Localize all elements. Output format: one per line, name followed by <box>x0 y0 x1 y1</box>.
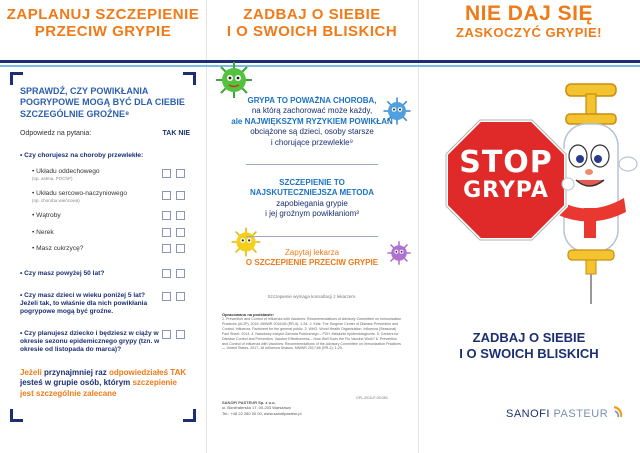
checkbox-liver-tak[interactable] <box>162 211 171 220</box>
question-children-under-5: • Czy masz dzieci w wieku poniżej 5 lat? Jeżeli tak, to właśnie dla nich powikłania pogrypowe mogą być groźne. <box>20 292 148 316</box>
checkbox-pregnancy-nie[interactable] <box>176 330 185 339</box>
panel-left <box>0 0 206 453</box>
checkbox-cardio-tak[interactable] <box>162 191 171 200</box>
green-virus-icon <box>214 60 254 100</box>
panel-right-slogan: ZADBAJ O SIEBIE I O SWOICH BLISKICH <box>459 330 599 362</box>
questionnaire-conclusion: Jeżeli przynajmniej raz odpowiedziałeś TAK jesteś w grupie osób, którym szczepienie jest szczególnie zalecane <box>20 368 187 398</box>
references: Opracowano na podstawie: 1. Prevention and Control of Influenza with Vaccines: Recommendations of Advisory Committee on Immunization Practices (ACIP), 2016. MMWR 2016;65 (RR-5): 1-54. 2. Kids: The Surgeon Center of Disease Prevention and Control. Influenza. Factsheet for the general public. 3. WHO. World Health Organization. Influenza (Seasonal) Fact Sheet. 2014. 4. Narodowy Instytut Zdrowia Publicznego – PZH. Meldunki epidemiologiczne. 5. Centers for Disease Control and Prevention. Vaccine Effectiveness – How Well Does the Flu Vaccine Work? 6. Prevention and Control of Influenza with Vaccines: Recommendations of the Advisory Committee on Immunization Practices — United States, 2017–18 Influenza Season. MMWR 2017;66 (RR-2): 1-20. <box>222 312 402 351</box>
panel-left-bars <box>0 60 206 67</box>
checkbox-kidneys-nie[interactable] <box>176 228 185 237</box>
checkbox-pregnancy-tak[interactable] <box>162 330 171 339</box>
flu-serious-paragraph: GRYPA TO POWAŻNA CHOROBA, na którą zachorować może każdy, ale NAJWIĘKSZYM RYZYKIEM POWIKŁAŃ obciążone są dzieci, osoby starsze i chorujące przewlekle⁹ <box>231 96 393 147</box>
checkbox-cardio-nie[interactable] <box>176 191 185 200</box>
ask-doctor-paragraph: Zapytaj lekarza O SZCZEPIENIE PRZECIW GRYPIE <box>245 248 379 268</box>
question-cardiovascular: • Układu sercowo-naczyniowego (np. choroba wieńcowa) <box>32 190 128 204</box>
question-liver: • Wątroby <box>32 212 61 219</box>
divider <box>246 236 378 237</box>
question-chronic-diseases: • Czy chorujesz na choroby przewlekłe: <box>20 152 144 159</box>
questionnaire-box <box>10 72 196 422</box>
checkbox-kidneys-tak[interactable] <box>162 228 171 237</box>
panel-right-bars <box>418 60 640 67</box>
panel-right <box>418 0 640 453</box>
question-over-50: • Czy masz powyżej 50 lat? <box>20 270 105 277</box>
vaccination-paragraph: SZCZEPIENIE TO NAJSKUTECZNIEJSZA METODA zapobiegania grypie i jej groźnym powikłaniom³ <box>249 178 374 219</box>
answer-columns: TAK NIE <box>162 130 190 137</box>
stop-sign-text: STOP GRYPA <box>459 145 553 203</box>
question-diabetes: • Masz cukrzycę? <box>32 245 84 252</box>
consultation-note: Szczepienie wymaga konsultacji z lekarzem. <box>267 294 357 299</box>
syringe-mascot-icon <box>556 84 637 304</box>
checkbox-liver-nie[interactable] <box>176 211 185 220</box>
checkbox-over50-nie[interactable] <box>176 269 185 278</box>
panel-middle <box>206 0 418 453</box>
panel-left-headline: ZAPLANUJ SZCZEPIENIE PRZECIW GRYPIE <box>6 6 200 41</box>
checkbox-children-nie[interactable] <box>176 292 185 301</box>
panel-middle-headline: ZADBAJ O SIEBIE I O SWOICH BLISKICH <box>226 6 398 41</box>
checkbox-respiratory-tak[interactable] <box>162 169 171 178</box>
panel-right-headline: NIE DAJ SIĘ ZASKOCZYĆ GRYPIE! <box>456 2 602 41</box>
checkbox-diabetes-tak[interactable] <box>162 244 171 253</box>
document-code: GPL-2016-P-09-083 <box>356 396 388 400</box>
checkbox-diabetes-nie[interactable] <box>176 244 185 253</box>
question-pregnancy: • Czy planujesz dziecko i będziesz w ciąży w okresie sezonu epidemicznego grypy (tzn. w okresie od listopada do marca)? <box>20 330 160 354</box>
questionnaire-title: SPRAWDŹ, CZY POWIKŁANIA POGRYPOWE MOGĄ BYĆ DLA CIEBIE SZCZEGÓLNIE GROŹNE⁸ <box>20 86 185 119</box>
question-respiratory: • Układu oddechowego (np. astma, POChP) <box>32 168 100 182</box>
checkbox-over50-tak[interactable] <box>162 269 171 278</box>
brand-swoosh-icon <box>612 405 624 419</box>
divider <box>246 164 378 165</box>
company-address: SANOFI PASTEUR Sp. z o.o. ul. Bonifraterska 17, 00-203 Warszawa Tel.: +48 22 280 00 00, www.sanofipasteur.pl <box>222 400 302 416</box>
question-kidneys: • Nerek <box>32 229 54 236</box>
sanofi-pasteur-logo: SANOFI PASTEUR <box>506 405 624 420</box>
answer-prompt: Odpowiedz na pytania: TAK NIE <box>20 130 190 137</box>
checkbox-respiratory-nie[interactable] <box>176 169 185 178</box>
checkbox-children-tak[interactable] <box>162 292 171 301</box>
